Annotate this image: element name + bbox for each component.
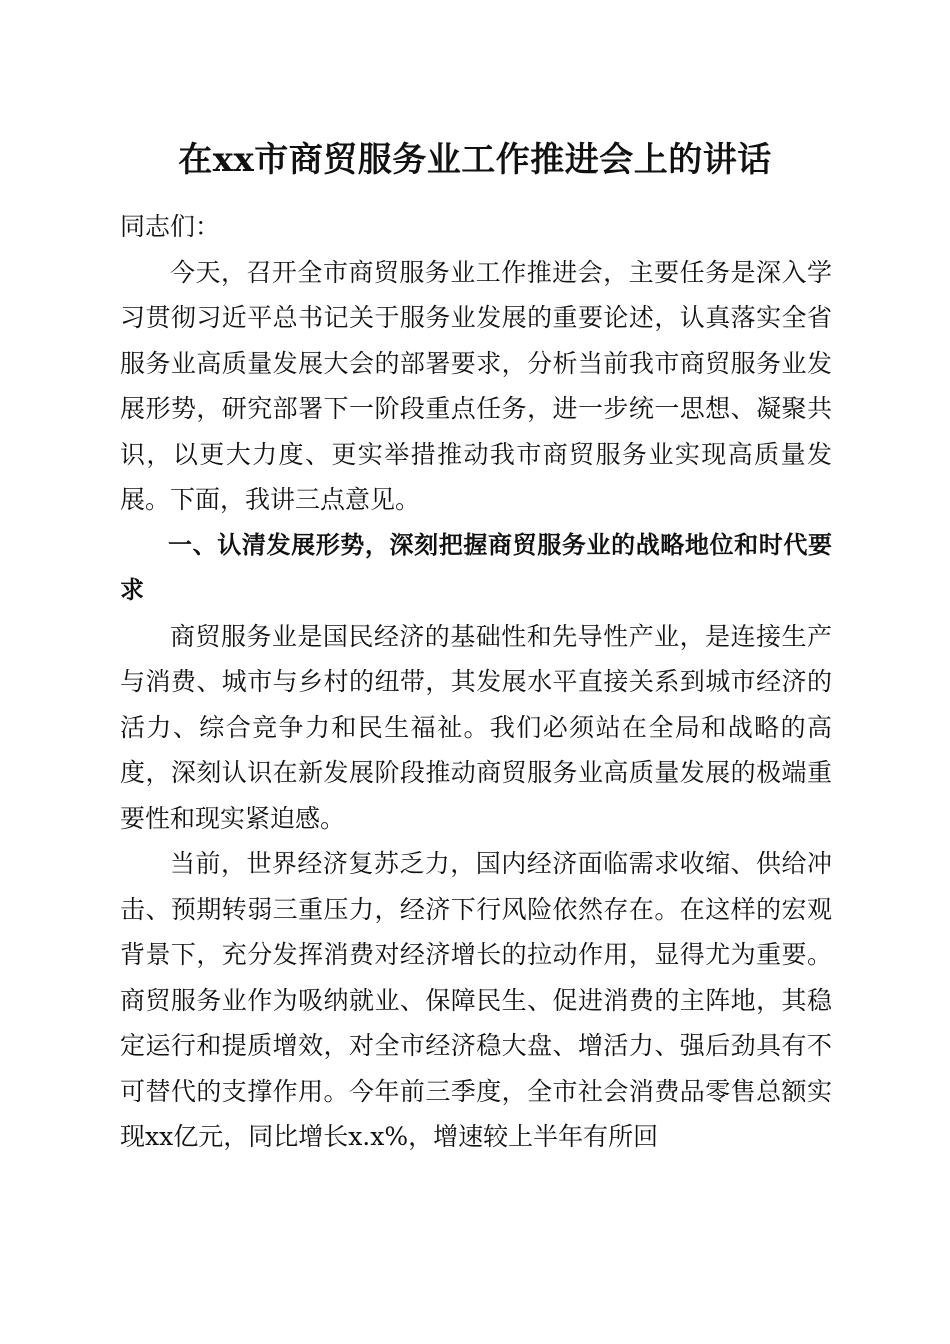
paragraph-current-situation: 当前，世界经济复苏乏力，国内经济面临需求收缩、供给冲击、预期转弱三重压力，经济下行风险依然存在。在这样的宏观背景下，充分发挥消费对经济增长的拉动作用，显得尤为重要。商贸服务业作为吸纳就业、保障民生、促进消费的主阵地，其稳定运行和提质增效，对全市经济稳大盘、增活力、强后劲具有不可替代的支撑作用。今年前三季度，全市社会消费品零售总额实现xx亿元，同比增长x.x%，增速较上半年有所回 <box>120 849 832 1151</box>
paragraph-intro: 今天，召开全市商贸服务业工作推进会，主要任务是深入学习贯彻习近平总书记关于服务业发展的重要论述，认真落实全省服务业高质量发展大会的部署要求，分析当前我市商贸服务业发展形势，研究部署下一阶段重点任务，进一步统一思想、凝聚共识，以更大力度、更实举措推动我市商贸服务业实现高质量发展。下面，我讲三点意见。 <box>120 257 832 514</box>
paragraph-strategic-position: 商贸服务业是国民经济的基础性和先导性产业，是连接生产与消费、城市与乡村的纽带，其发展水平直接关系到城市经济的活力、综合竞争力和民生福祉。我们必须站在全局和战略的高度，深刻认识在新发展阶段推动商贸服务业高质量发展的极端重要性和现实紧迫感。 <box>120 621 832 833</box>
salutation: 同志们： <box>120 212 221 241</box>
document-body <box>120 204 832 1160</box>
section-heading-1: 一、认清发展形势，深刻把握商贸服务业的战略地位和时代要求 <box>120 530 832 604</box>
document-title: 在xx市商贸服务业工作推进会上的讲话 <box>178 140 772 180</box>
